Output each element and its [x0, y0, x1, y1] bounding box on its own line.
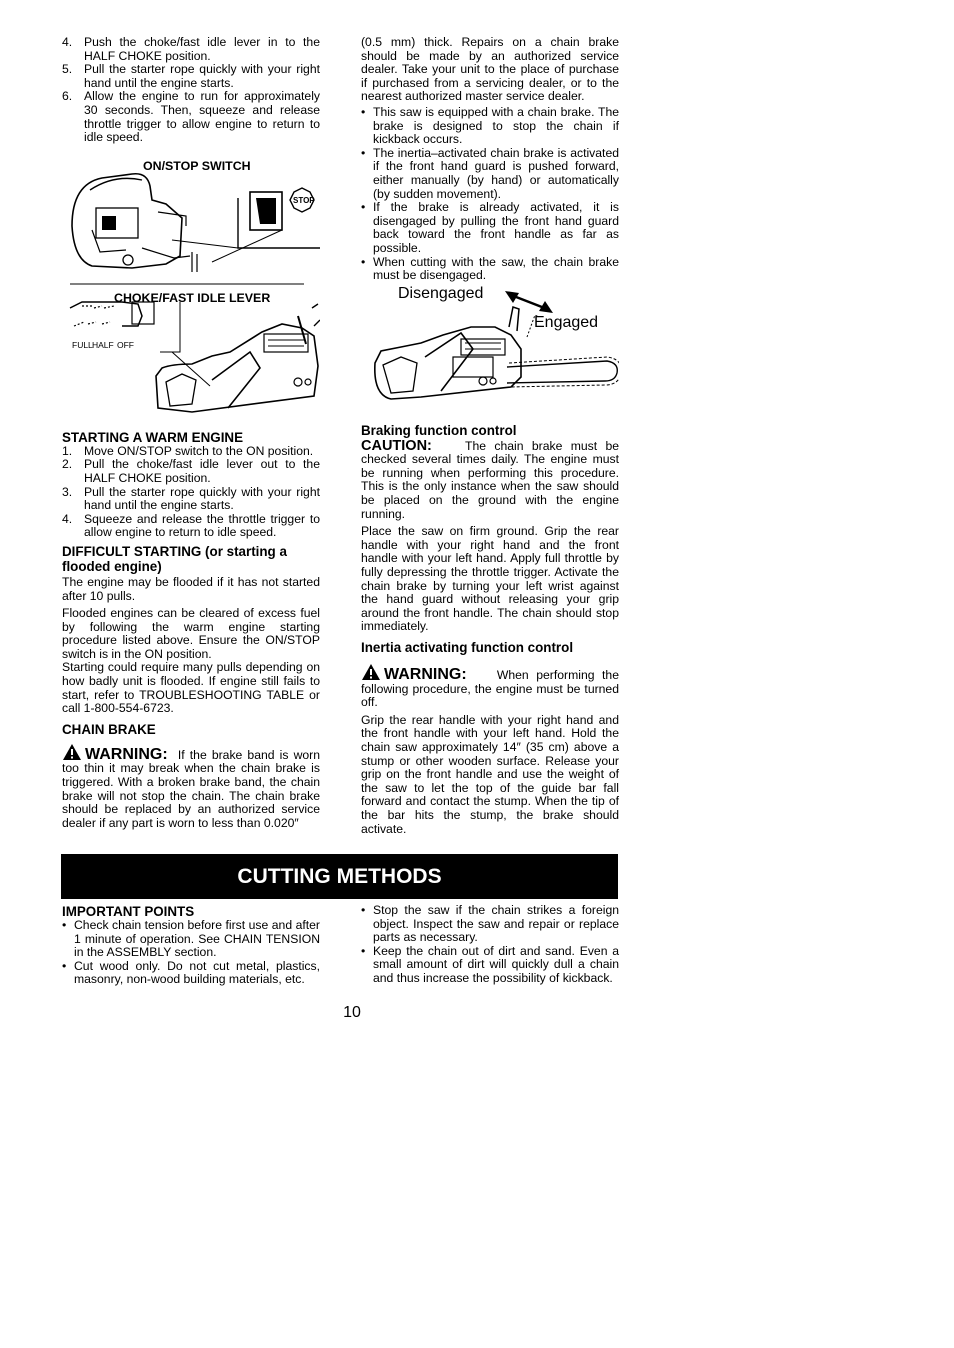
braking-p2: Place the saw on firm ground. Grip the rear handle with your right hand and the front handle with your left hand. Apply full throttle by fully depressing the throttle trigger. Activate the chain brake by turning your left wrist against the hand guard without releasing your grip around the front handle. The chain should stop immediately. [361, 524, 619, 634]
chain-brake-heading: CHAIN BRAKE [62, 721, 156, 737]
important-points-left [62, 904, 320, 987]
chainsaw-brake-illustration [361, 284, 619, 417]
inertia-function-heading: Inertia activating function control [361, 640, 574, 655]
left-column [62, 36, 320, 830]
difficult-starting-heading: DIFFICULT STARTING (or starting a flooded engine) [62, 543, 287, 574]
list-item: 1. Move ON/STOP switch to the ON position. [62, 443, 314, 458]
warning-icon [361, 663, 381, 681]
braking-caution: CAUTION: The chain brake must be checked several times daily. The engine must be running when performing this procedure. This is the only instance when the saw should be placed on the ground with the engine running. [361, 437, 620, 521]
page-number: 10 [343, 1004, 361, 1021]
warning-text-part2: (0.5 mm) thick. Repairs on a chain brake should be made by an authorized service dealer. Take your unit to the place of purchase if purchased from a servicing dealer, or to the nearest authorized master service dealer. [361, 35, 619, 104]
right-column [361, 36, 619, 836]
inertia-warning: WARNING: When performing the following procedure, the engine must be turned off. [361, 663, 619, 710]
list-item: • Cut wood only. Do not cut metal, plastics, masonry, non-wood building materials, etc. [62, 958, 320, 987]
choke-off-label: OFF [117, 339, 134, 350]
switch-choke-figure [62, 156, 320, 414]
disengaged-label: Disengaged [398, 284, 484, 302]
difficult-p2: Flooded engines can be cleared of excess fuel by following the warm engine starting procedure listed above. Ensure the ON/STOP switch is in the ON position. [62, 606, 320, 661]
list-item: 2. Pull the choke/fast idle lever out to the HALF CHOKE position. [62, 457, 320, 485]
difficult-p3: Starting could require many pulls depending on how badly unit is flooded. If engine still fails to start, refer to TROUBLESHOOTING TABLE or call 1-800-554-6723. [62, 660, 320, 716]
chainsaw-switch-illustration [62, 156, 320, 414]
chain-brake-figure [361, 284, 619, 417]
list-item: • When cutting with the saw, the chain brake must be disengaged. [361, 254, 619, 283]
list-item: • The inertia–activated chain brake is activated if the front hand guard is pushed forward, either manually (by hand) or automatically (by sudden movement). [361, 145, 619, 201]
section-banner: CUTTING METHODS [61, 854, 618, 899]
important-right-bullets [361, 904, 619, 986]
choke-full-label: FULL [72, 339, 93, 350]
list-item: 6. Allow the engine to run for approximately 30 seconds. Then, squeeze and release throttle trigger to allow engine to return to idle speed. [62, 89, 320, 145]
list-item: • If the brake is already activated, it is disengaged by pulling the front hand guard back toward the front handle as far as possible. [361, 200, 619, 255]
list-item: • This saw is equipped with a chain brake. The brake is designed to stop the chain if kickback occurs. [361, 104, 619, 147]
list-item: 3. Pull the starter rope quickly with your right hand until the engine starts. [62, 484, 320, 513]
chain-brake-bullets [361, 106, 619, 283]
on-stop-switch-label: ON/STOP SWITCH [143, 158, 251, 173]
list-item: 5. Pull the starter rope quickly with your right hand until the engine starts. [62, 62, 320, 90]
important-points-right [361, 904, 619, 986]
warning-icon [62, 743, 82, 761]
choke-half-label: HALF [92, 339, 114, 350]
important-left-bullets [62, 919, 320, 987]
inertia-p2: Grip the rear handle with your right hand and the front handle with your left hand. Hold the chain saw approximately 14″ (35 cm) above a stump or other wooden surface. Release your grip on the front handle and use the weight of the saw to let the top of the guide bar fall forward and contact the stump. When the tip of the bar hits the stump, the brake should activate. [361, 712, 619, 836]
chain-brake-warning: WARNING: If the brake band is worn too thin it may break when the chain brake is triggered. With a broken brake band, the chain brake will not stop the chain. The chain brake should be replaced by an authorized service dealer if any part is worn to less than 0.020″ [62, 743, 320, 831]
start-steps-continued [62, 36, 320, 145]
warm-engine-heading: STARTING A WARM ENGINE [62, 429, 244, 445]
braking-function-heading: Braking function control [361, 422, 517, 438]
choke-lever-label: CHOKE/FAST IDLE LEVER [114, 290, 271, 305]
important-points-heading: IMPORTANT POINTS [62, 904, 195, 919]
list-item: • Stop the saw if the chain strikes a foreign object. Inspect the saw and repair or replace parts as necessary. [361, 903, 619, 945]
list-item: 4. Push the choke/fast idle lever in to the HALF CHOKE position. [62, 35, 320, 63]
warm-engine-steps [62, 445, 320, 540]
stop-text: STOP [293, 195, 315, 205]
difficult-p1: The engine may be flooded if it has not started after 10 pulls. [62, 574, 320, 603]
list-item: • Check chain tension before first use and after 1 minute of operation. See CHAIN TENSION in the ASSEMBLY section. [62, 918, 320, 960]
warning-text-part1: If the brake band is worn too thin it may break when the chain brake is triggered. With a broken brake band, the chain brake will not stop the chain. The chain brake should be replaced by an authorized service dealer if any part is worn to less than 0.020″ [62, 747, 320, 830]
list-item: • Keep the chain out of dirt and sand. Even a small amount of dirt will quickly dull a chain and thus increase the possibility of kickback. [361, 943, 619, 985]
engaged-label: Engaged [534, 313, 599, 331]
list-item: 4. Squeeze and release the throttle trigger to allow engine to return to idle speed. [62, 511, 320, 540]
